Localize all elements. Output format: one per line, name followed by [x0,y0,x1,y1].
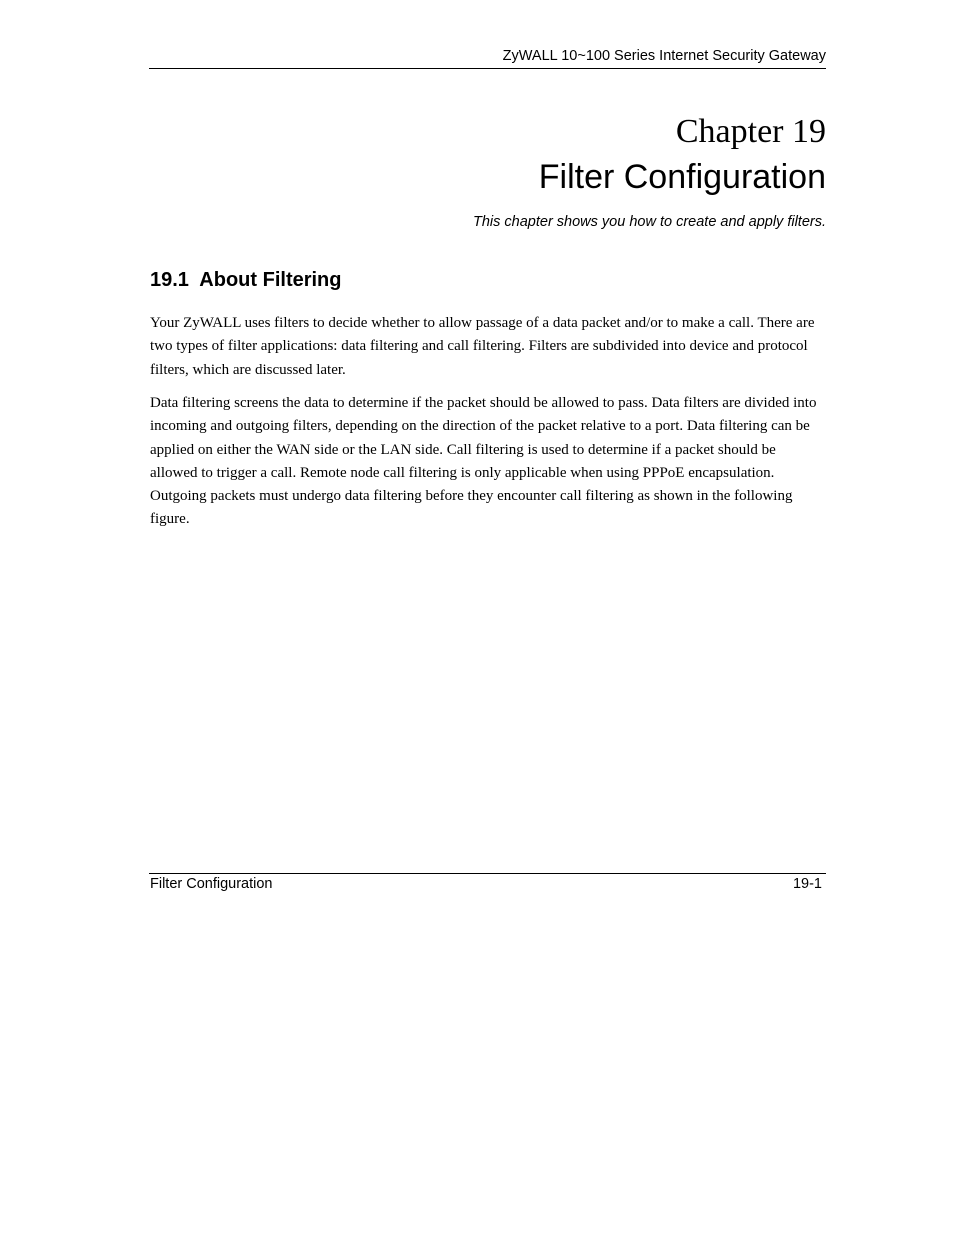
footer-chapter-title: Filter Configuration [150,876,273,892]
chapter-title: Filter Configuration [538,158,826,196]
body-paragraph: Data filtering screens the data to determine if the packet should be allowed to pass. Data filters are divided into incoming and outgoing filters, depending on the direction of the packet relative to a port. Data filtering can be applied on either the WAN side or the LAN side. Call filtering is used to determine if a packet should be allowed to trigger a call. Remote node call filtering is only applicable when using PPPoE encapsulation. Outgoing packets must undergo data filtering before they encounter call filtering as shown in the following figure. [150,395,817,528]
footer-rule [149,873,826,874]
header-rule [149,68,826,69]
section-heading: 19.1 About Filtering [150,269,342,291]
chapter-summary: This chapter shows you how to create and apply filters. [472,214,826,230]
body-paragraph: Your ZyWALL uses filters to decide whether to allow passage of a data packet and/or to make a call. There are two types of filter applications: data filtering and call filtering. Filters are subdivided into device and protocol filters, which are discussed later. [150,315,815,378]
chapter-number: Chapter 19 [675,113,826,150]
page-number: 19-1 [792,876,822,892]
running-header: ZyWALL 10~100 Series Internet Security Gateway [502,48,826,64]
